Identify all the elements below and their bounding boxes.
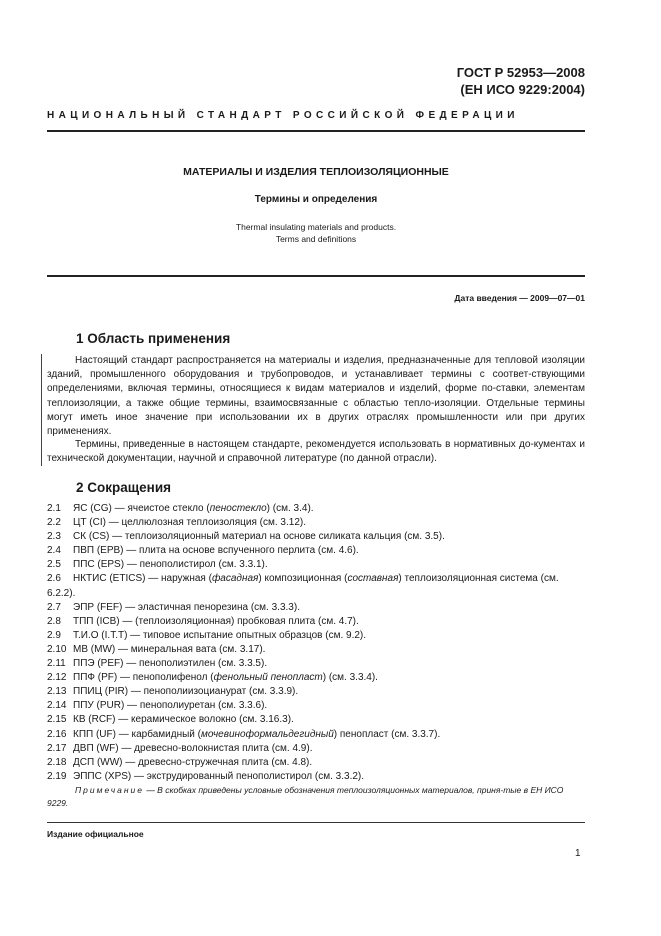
abbreviation-number: 2.14 — [47, 700, 67, 712]
abbreviation-text: ЭПР (FEF) — эластичная пенорезина (см. 3.3.3). — [73, 601, 300, 613]
abbreviation-text-end: ) теплоизоляционная система (см. 6.2.2). — [47, 573, 559, 599]
gost-number: ГОСТ Р 52953—2008 — [456, 65, 585, 80]
abbreviation-number: 2.19 — [47, 770, 67, 782]
abbreviation-item — [47, 516, 587, 530]
english-title-line1: Thermal insulating materials and products. — [235, 222, 397, 232]
abbreviation-number: 2.11 — [47, 658, 66, 670]
abbreviation-item — [47, 671, 587, 685]
abbreviation-item — [47, 572, 587, 600]
national-standard-banner: НАЦИОНАЛЬНЫЙ СТАНДАРТ РОССИЙСКОЙ ФЕДЕРАЦИИ — [47, 110, 519, 121]
abbreviation-item — [47, 742, 587, 756]
iso-reference: (ЕН ИСО 9229:2004) — [460, 82, 585, 97]
section-heading-abbreviations: 2 Сокращения — [76, 480, 171, 495]
abbreviation-text-end: ) (см. 3.3.4). — [322, 672, 378, 684]
abbreviation-text: НКТИС (ETICS) — наружная ( — [73, 573, 212, 585]
abbreviation-text: МВ (MW) — минеральная вата (см. 3.17). — [73, 643, 266, 655]
abbreviation-number: 2.2 — [47, 517, 61, 529]
edition-label: Издание официальное — [47, 829, 144, 839]
abbreviation-text: ППУ (PUR) — пенополиуретан (см. 3.3.6). — [73, 700, 268, 712]
abbreviation-item — [47, 699, 587, 713]
document-title: МАТЕРИАЛЫ И ИЗДЕЛИЯ ТЕПЛОИЗОЛЯЦИОННЫЕ — [183, 166, 449, 178]
change-bar — [41, 354, 42, 466]
abbreviation-number: 2.4 — [47, 545, 61, 557]
abbreviation-item — [47, 558, 587, 572]
scope-paragraph-2: Термины, приведенные в настоящем стандарте, рекомендуется использовать в нормативных до-кументах и технической документации, научной и справочной литературе (по данной отрасли). — [47, 439, 585, 465]
abbreviation-text: Т.И.О (I.T.T) — типовое испытание опытных образцов (см. 9.2). — [73, 629, 367, 641]
abbreviation-text: ДВП (WF) — древесно-волокнистая плита (см. 4.9). — [73, 742, 313, 754]
abbreviation-italic: составная — [347, 573, 399, 585]
abbreviation-item — [47, 770, 587, 784]
abbreviation-number: 2.16 — [47, 728, 67, 740]
abbreviation-italic: мочевиноформальдегидный — [201, 728, 334, 740]
abbreviation-number: 2.9 — [47, 629, 61, 641]
abbreviation-number: 2.6 — [47, 573, 61, 585]
abbreviation-text-end: ) пенопласт (см. 3.3.7). — [333, 728, 441, 740]
abbreviation-italic: фасадная — [211, 573, 259, 585]
abbreviation-text: ЦТ (CI) — целлюлозная теплоизоляция (см. 3.12). — [73, 517, 306, 529]
abbreviation-text: СК (CS) — теплоизоляционный материал на основе силиката кальция (см. 3.5). — [73, 531, 445, 543]
page-number: 1 — [575, 848, 581, 859]
english-title-line2: Terms and definitions — [275, 234, 357, 244]
abbreviation-item — [47, 657, 587, 671]
abbreviation-item — [47, 756, 587, 770]
abbreviation-text: КВ (RCF) — керамическое волокно (см. 3.16.3). — [73, 714, 294, 726]
abbreviation-text: ПВП (EPB) — плита на основе вспученного перлита (см. 4.6). — [73, 545, 359, 557]
scope-paragraph-1: Настоящий стандарт распространяется на материалы и изделия, предназначенные для тепловой изоляции зданий, промышленного оборудования и трубопроводов, и устанавливает термины с соответ-ствующими определениями, включая термины, относящиеся к видам материалов и изделий, форме по-ставки, элементам теплоизоляции, а также общие термины, взаимосвязанные с областью тепло-изоляции. Отдельные термины могут иметь иное значение при использовании их в других отраслях промышленности или при других применениях. — [47, 355, 585, 438]
abbreviation-text: ТПП (ICB) — (теплоизоляционная) пробковая плита (см. 4.7). — [73, 615, 359, 627]
abbreviation-number: 2.3 — [47, 531, 61, 543]
note — [47, 784, 585, 809]
title-divider — [47, 275, 585, 277]
english-title — [47, 221, 585, 245]
abbreviation-number: 2.13 — [47, 686, 67, 698]
abbreviation-text: ДСП (WW) — древесно-стружечная плита (см. 4.8). — [73, 756, 313, 768]
abbreviation-number: 2.5 — [47, 559, 61, 571]
document-designation — [457, 64, 585, 98]
abbreviation-item — [47, 713, 587, 727]
abbreviation-text-end: ) (см. 3.4). — [266, 503, 314, 514]
note-label: Примечание — [75, 785, 144, 795]
abbreviation-item — [47, 728, 587, 742]
header-divider — [47, 130, 585, 132]
abbreviation-text: ППИЦ (PIR) — пенополиизоцианурат (см. 3.3.9). — [73, 686, 299, 698]
section-heading-scope: 1 Область применения — [76, 331, 231, 346]
abbreviation-italic: пеностекло — [209, 503, 267, 514]
abbreviation-item — [47, 544, 587, 558]
abbreviation-number: 2.18 — [47, 756, 67, 768]
abbreviation-number: 2.1 — [47, 503, 61, 514]
abbreviation-text: ППС (EPS) — пенополистирол (см. 3.3.1). — [73, 559, 268, 571]
abbreviation-item — [47, 530, 587, 544]
abbreviation-text-end: ) композиционная ( — [258, 573, 348, 585]
note-text: — В скобках приведены условные обозначения теплоизоляционных материалов, приня-тые в ЕН ИСО 9229. — [47, 785, 564, 808]
abbreviation-text: ППЭ (PEF) — пенополиэтилен (см. 3.3.5). — [73, 658, 268, 670]
abbreviation-item — [47, 685, 587, 699]
abbreviation-number: 2.8 — [47, 615, 61, 627]
abbreviation-number: 2.17 — [47, 742, 67, 754]
abbreviation-item — [47, 601, 587, 615]
document-subtitle: Термины и определения — [254, 194, 378, 205]
abbreviation-item — [47, 643, 587, 657]
abbreviation-item — [47, 502, 587, 516]
abbreviation-number: 2.7 — [47, 601, 61, 613]
abbreviation-number: 2.10 — [47, 643, 67, 655]
abbreviation-italic: фенольный пенопласт — [213, 672, 323, 684]
abbreviation-text: ЯС (CG) — ячеистое стекло ( — [73, 503, 210, 514]
abbreviation-item — [47, 629, 587, 643]
abbreviations-list — [47, 502, 587, 784]
abbreviation-text: ЭППС (XPS) — экструдированный пенополистирол (см. 3.3.2). — [73, 770, 365, 782]
abbreviation-text: ППФ (PF) — пенополифенол ( — [73, 672, 214, 684]
effective-date: Дата введения — 2009—07—01 — [454, 293, 585, 303]
footer-divider — [47, 822, 585, 823]
abbreviation-number: 2.12 — [47, 672, 67, 684]
abbreviation-text: КПП (UF) — карбамидный ( — [73, 728, 202, 740]
abbreviation-item — [47, 615, 587, 629]
abbreviation-number: 2.15 — [47, 714, 67, 726]
